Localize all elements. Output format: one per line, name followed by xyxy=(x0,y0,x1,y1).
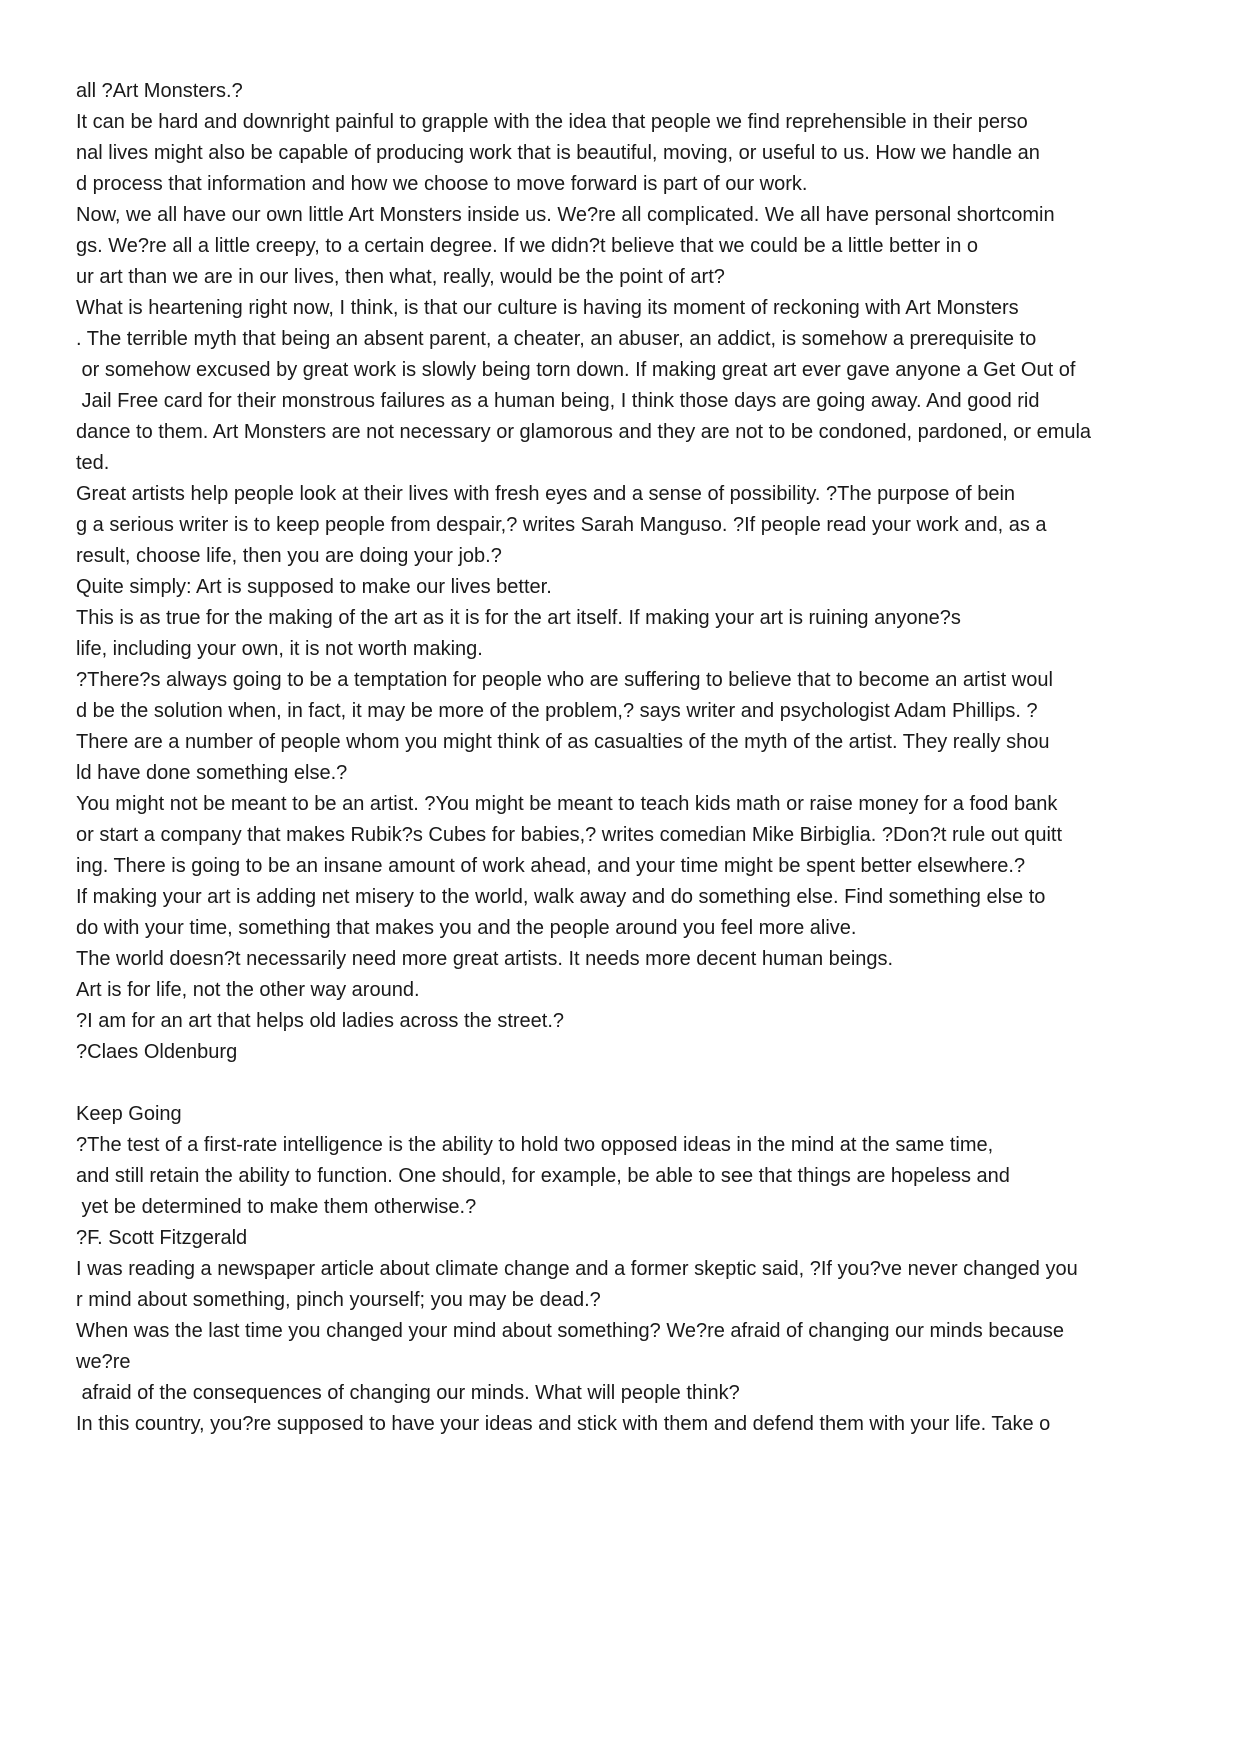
text-line: do with your time, something that makes you and the people around you feel more alive. xyxy=(76,917,857,939)
text-line: all ?Art Monsters.? xyxy=(76,80,243,102)
text-line: or somehow excused by great work is slowly being torn down. If making great art ever gave anyone a Get Out of xyxy=(76,359,1076,381)
text-line: afraid of the consequences of changing our minds. What will people think? xyxy=(76,1382,740,1404)
text-line: Keep Going xyxy=(76,1103,182,1125)
text-line: You might not be meant to be an artist. ?You might be meant to teach kids math or raise money for a food bank xyxy=(76,793,1058,815)
text-line: ?F. Scott Fitzgerald xyxy=(76,1227,248,1249)
text-line: yet be determined to make them otherwise.? xyxy=(76,1196,477,1218)
body-text xyxy=(76,76,1176,1440)
text-line: What is heartening right now, I think, is that our culture is having its moment of reckoning with Art Monsters xyxy=(76,297,1019,319)
text-line: Quite simply: Art is supposed to make our lives better. xyxy=(76,576,552,598)
text-line: ?The test of a first-rate intelligence is the ability to hold two opposed ideas in the mind at the same time, xyxy=(76,1134,994,1156)
text-line: gs. We?re all a little creepy, to a certain degree. If we didn?t believe that we could be a little better in o xyxy=(76,235,978,257)
text-line: r mind about something, pinch yourself; you may be dead.? xyxy=(76,1289,601,1311)
text-line: d process that information and how we choose to move forward is part of our work. xyxy=(76,173,808,195)
text-line: If making your art is adding net misery to the world, walk away and do something else. Find something else to xyxy=(76,886,1046,908)
text-line: It can be hard and downright painful to grapple with the idea that people we find reprehensible in their perso xyxy=(76,111,1028,133)
text-line: ?There?s always going to be a temptation for people who are suffering to believe that to become an artist woul xyxy=(76,669,1053,691)
text-line: The world doesn?t necessarily need more great artists. It needs more decent human beings. xyxy=(76,948,894,970)
text-line: we?re xyxy=(76,1351,131,1373)
text-line: or start a company that makes Rubik?s Cubes for babies,? writes comedian Mike Birbiglia. ?Don?t rule out quitt xyxy=(76,824,1063,846)
text-line: ld have done something else.? xyxy=(76,762,348,784)
text-line: When was the last time you changed your mind about something? We?re afraid of changing our minds because xyxy=(76,1320,1064,1342)
text-line: ?Claes Oldenburg xyxy=(76,1041,238,1063)
text-line xyxy=(76,1068,1176,1099)
text-line: I was reading a newspaper article about climate change and a former skeptic said, ?If you?ve never changed you xyxy=(76,1258,1078,1280)
text-line: d be the solution when, in fact, it may be more of the problem,? says writer and psychologist Adam Phillips. ? xyxy=(76,700,1038,722)
text-line: ted. xyxy=(76,452,110,474)
text-line: life, including your own, it is not worth making. xyxy=(76,638,483,660)
text-line: There are a number of people whom you might think of as casualties of the myth of the artist. They really shou xyxy=(76,731,1050,753)
text-line: Art is for life, not the other way around. xyxy=(76,979,420,1001)
text-line: nal lives might also be capable of producing work that is beautiful, moving, or useful to us. How we handle an xyxy=(76,142,1040,164)
text-line: In this country, you?re supposed to have your ideas and stick with them and defend them with your life. Take o xyxy=(76,1413,1051,1435)
text-line: ?I am for an art that helps old ladies across the street.? xyxy=(76,1010,565,1032)
text-line: Jail Free card for their monstrous failures as a human being, I think those days are going away. And good rid xyxy=(76,390,1040,412)
text-line: Now, we all have our own little Art Monsters inside us. We?re all complicated. We all have personal shortcomin xyxy=(76,204,1055,226)
text-line: ing. There is going to be an insane amount of work ahead, and your time might be spent better elsewhere.? xyxy=(76,855,1026,877)
text-line: and still retain the ability to function. One should, for example, be able to see that things are hopeless and xyxy=(76,1165,1010,1187)
text-line: This is as true for the making of the art as it is for the art itself. If making your art is ruining anyone?s xyxy=(76,607,961,629)
text-line: ur art than we are in our lives, then what, really, would be the point of art? xyxy=(76,266,725,288)
text-line: . The terrible myth that being an absent parent, a cheater, an abuser, an addict, is somehow a prerequisite to xyxy=(76,328,1037,350)
text-line: result, choose life, then you are doing your job.? xyxy=(76,545,502,567)
text-line: g a serious writer is to keep people from despair,? writes Sarah Manguso. ?If people read your work and, as a xyxy=(76,514,1047,536)
text-line: Great artists help people look at their lives with fresh eyes and a sense of possibility. ?The purpose of bein xyxy=(76,483,1016,505)
text-line: dance to them. Art Monsters are not necessary or glamorous and they are not to be condoned, pardoned, or emula xyxy=(76,421,1092,443)
